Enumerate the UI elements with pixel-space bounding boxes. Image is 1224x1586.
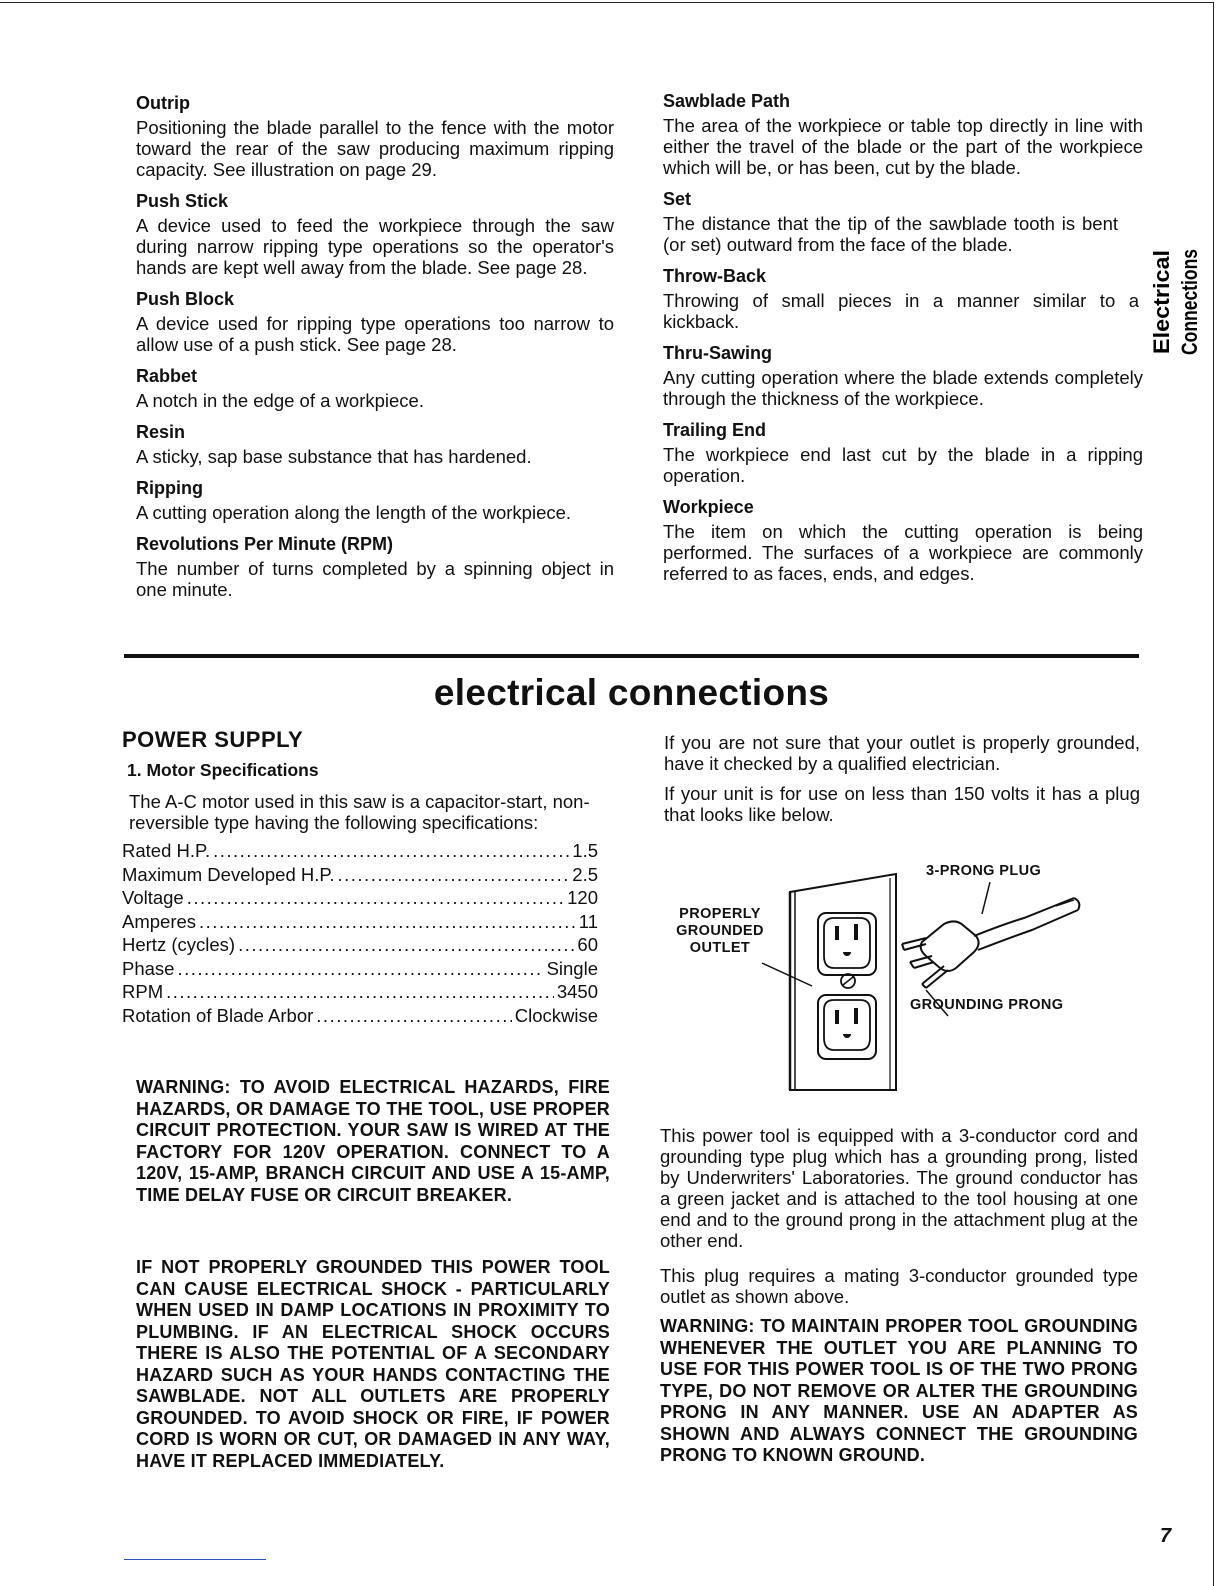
spec-label: Rated H.P.: [122, 840, 211, 861]
spec-label: Amperes: [122, 910, 197, 932]
outlet-label-line1: PROPERLY: [679, 906, 761, 922]
spec-row: [122, 933, 598, 957]
motor-specs-list: [122, 839, 598, 1027]
dot-leader: [166, 980, 554, 1004]
glossary-definition: A cutting operation along the length of the workpiece.: [136, 502, 572, 523]
glossary-definition: The workpiece end last cut by the blade in a ripping operation.: [663, 444, 1143, 486]
glossary-entry: [136, 477, 614, 523]
glossary-definition: A device used for ripping type operations too narrow to allow use of a push stick. See page 28.: [136, 313, 614, 355]
outlet-label-line2: GROUNDED: [676, 923, 764, 939]
glossary-definition: The distance that the tip of the sawblade tooth is bent (or set) outward from the face of the blade.: [663, 213, 1118, 255]
section-divider: [124, 654, 1139, 658]
glossary-entry: [136, 533, 614, 600]
dot-leader: [187, 886, 564, 910]
glossary-entry: [663, 496, 1143, 584]
spec-label: Voltage: [122, 887, 184, 908]
three-prong-plug: [902, 898, 1079, 988]
glossary-term: Push Stick: [136, 191, 229, 211]
grounding-info-bottom: [660, 1125, 1138, 1467]
glossary-definition: The item on which the cutting operation is being performed. The surfaces of a workpiece are commonly referred to as faces, ends, and edges.: [663, 521, 1143, 584]
glossary-term: Outrip: [136, 93, 190, 113]
glossary-entry: [663, 342, 1143, 409]
glossary-term: Thru-Sawing: [663, 343, 772, 363]
glossary-term: Ripping: [136, 478, 203, 498]
spec-value: 2.5: [572, 863, 598, 885]
outlet-check-paragraph: If you are not sure that your outlet is properly grounded, have it checked by a qualified electrician.: [664, 732, 1140, 774]
spec-value: Single: [546, 957, 598, 979]
glossary-entry: [136, 92, 614, 180]
glossary-entry: [663, 265, 1143, 332]
glossary-right-column: [663, 90, 1143, 594]
spec-row: [122, 886, 598, 910]
outlet-plug-drawing: [664, 860, 1134, 1100]
glossary-term: Workpiece: [663, 497, 754, 517]
glossary-term: Set: [663, 189, 692, 209]
glossary-definition: Any cutting operation where the blade extends completely through the thickness of the workpiece.: [663, 367, 1143, 409]
glossary-definition: The area of the workpiece or table top directly in line with either the travel of the blade or the part of the workpiece which will be, or has been, cut by the blade.: [663, 115, 1143, 178]
glossary-entry: [136, 365, 614, 411]
spec-value: Clockwise: [514, 1004, 598, 1026]
glossary-definition: Throwing of small pieces in a manner similar to a kickback.: [663, 290, 1139, 332]
motor-specs-intro: The A-C motor used in this saw is a capacitor-start, non-reversible type having the following specifications:: [129, 791, 590, 833]
glossary-entry: [663, 419, 1143, 486]
circuit-protection-warning: WARNING: TO AVOID ELECTRICAL HAZARDS, FIRE HAZARDS, OR DAMAGE TO THE TOOL, USE PROPER CIRCUIT PROTECTION. YOUR SAW IS WIRED AT THE FACTORY FOR 120V OPERATION. CONNECT TO A 120V, 15-AMP, BRANCH CIRCUIT AND USE A 15-AMP, TIME DELAY FUSE OR CIRCUIT BREAKER.: [136, 1077, 610, 1205]
glossary-term: Sawblade Path: [663, 91, 791, 111]
dot-leader: [177, 957, 543, 981]
grounded-outlet-illustration: [664, 860, 1134, 1100]
glossary-entry: [136, 421, 614, 467]
glossary-definition: A sticky, sap base substance that has hardened.: [136, 446, 532, 467]
glossary-term: Throw-Back: [663, 266, 767, 286]
spec-value: 11: [578, 910, 598, 932]
page-number: 7: [1160, 1525, 1172, 1547]
spec-label: Rotation of Blade Arbor: [122, 1004, 314, 1026]
spec-row: [122, 957, 598, 981]
power-cord: [974, 898, 1074, 936]
spec-row: [122, 839, 598, 863]
section-side-tab: [1147, 248, 1207, 356]
spec-row: [122, 1004, 598, 1028]
glossary-term: Resin: [136, 422, 186, 442]
glossary-definition: A device used to feed the workpiece through the saw during narrow ripping type operations so the operator's hands are kept well away from the blade. See page 28.: [136, 215, 614, 278]
cord-description-paragraph: This power tool is equipped with a 3-conductor cord and grounding type plug which has a grounding prong, listed by Underwriters' Laboratories. The ground conductor has a green jacket and is attached to the tool housing at one end and to the ground prong in the attachment plug at the other end.: [660, 1125, 1138, 1251]
spec-value: 60: [577, 934, 598, 955]
glossary-definition: A notch in the edge of a workpiece.: [136, 390, 424, 411]
plug-label: 3-PRONG PLUG: [926, 863, 1042, 879]
glossary-definition: Positioning the blade parallel to the fence with the motor toward the rear of the saw producing maximum ripping capacity. See illustration on page 29.: [136, 117, 614, 180]
outlet-label-line3: OUTLET: [689, 940, 751, 956]
grounding-prong-label: GROUNDING PRONG: [910, 997, 1064, 1013]
spec-label: Phase: [122, 957, 175, 979]
mating-outlet-paragraph: This plug requires a mating 3-conductor grounded type outlet as shown above.: [660, 1265, 1138, 1307]
spec-label: Maximum Developed H.P.: [122, 863, 335, 885]
plug-type-paragraph: If your unit is for use on less than 150 volts it has a plug that looks like below.: [664, 783, 1140, 825]
spec-label: RPM: [122, 981, 164, 1002]
footer-line: [124, 1559, 266, 1560]
glossary-entry: [136, 190, 614, 278]
glossary-term: Revolutions Per Minute (RPM): [136, 534, 394, 554]
page-right-border: [1213, 2, 1214, 1586]
power-supply-section: [122, 725, 612, 1027]
dot-leader: [213, 839, 569, 863]
dot-leader: [316, 1004, 511, 1028]
adapter-warning: WARNING: TO MAINTAIN PROPER TOOL GROUNDING WHENEVER THE OUTLET YOU ARE PLANNING TO USE FOR THIS POWER TOOL IS OF THE TWO PRONG TYPE, DO NOT REMOVE OR ALTER THE GROUNDING PRONG IN ANY MANNER. USE AN ADAPTER AS SHOWN AND ALWAYS CONNECT THE GROUNDING PRONG TO KNOWN GROUND.: [660, 1316, 1138, 1465]
grounding-warning: IF NOT PROPERLY GROUNDED THIS POWER TOOL CAN CAUSE ELECTRICAL SHOCK - PARTICULARLY WHEN USED IN DAMP LOCATIONS IN PROXIMITY TO PLUMBING. IF AN ELECTRICAL SHOCK OCCURS THERE IS ALSO THE POTENTIAL OF A SECONDARY HAZARD SUCH AS YOUR HANDS CONTACTING THE SAWBLADE. NOT ALL OUTLETS ARE PROPERLY GROUNDED. TO AVOID SHOCK OR FIRE, IF POWER CORD IS WORN OR CUT, OR DAMAGED IN ANY WAY, HAVE IT REPLACED IMMEDIATELY.: [136, 1257, 610, 1471]
side-tab-line1: Electrical: [1149, 256, 1174, 354]
power-supply-heading: POWER SUPPLY: [122, 727, 304, 752]
motor-specs-heading: 1. Motor Specifications: [127, 760, 319, 780]
glossary-term: Push Block: [136, 289, 235, 309]
spec-value: 1.5: [572, 840, 598, 861]
spec-value: 3450: [556, 981, 598, 1002]
dot-leader: [338, 863, 570, 887]
glossary-term: Rabbet: [136, 366, 198, 386]
dot-leader: [238, 933, 574, 957]
glossary-entry: [663, 188, 1143, 255]
outlet-label: [676, 906, 764, 957]
glossary-left-column: [136, 92, 614, 610]
glossary-entry: [136, 288, 614, 355]
spec-row: [122, 910, 598, 934]
spec-value: 120: [567, 887, 598, 908]
spec-row: [122, 980, 598, 1004]
section-title: electrical connections: [433, 672, 830, 713]
grounding-info-top: [664, 732, 1140, 834]
dot-leader: [199, 910, 576, 934]
spec-label: Hertz (cycles): [122, 934, 236, 955]
glossary-entry: [663, 90, 1143, 178]
side-tab-line2: Connections: [1177, 248, 1202, 355]
glossary-definition: The number of turns completed by a spinning object in one minute.: [136, 558, 614, 600]
spec-row: [122, 863, 598, 887]
wall-plate-outline: [790, 874, 896, 1090]
glossary-term: Trailing End: [663, 420, 767, 440]
page-top-border: [0, 2, 1214, 3]
